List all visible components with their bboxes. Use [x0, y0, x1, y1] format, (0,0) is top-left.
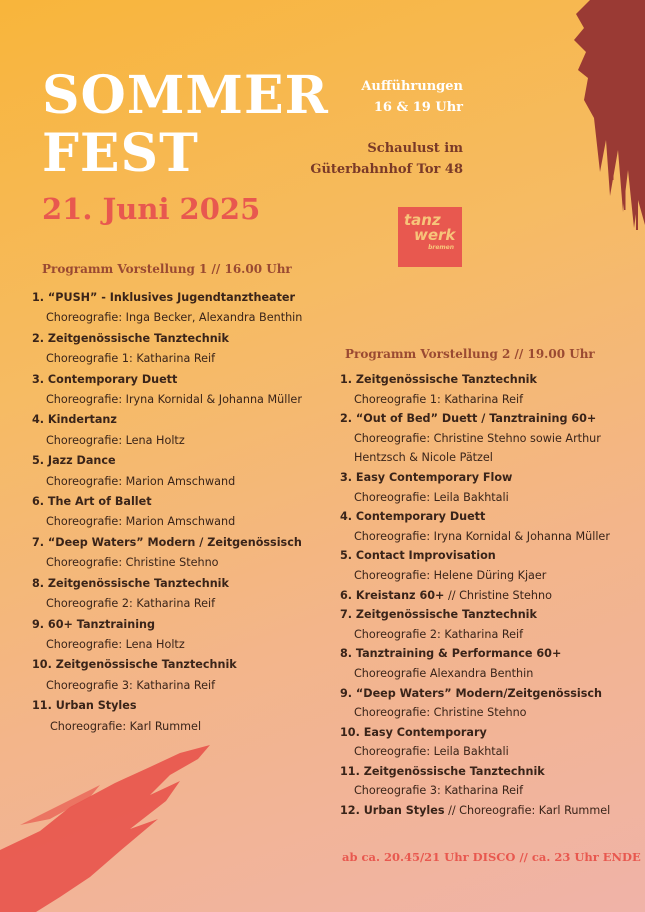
program2-item-title: [340, 507, 610, 527]
program1-item-choreography: Choreografie 3: Katharina Reif: [46, 678, 216, 692]
program1-item-title-text: 7. “Deep Waters” Modern / Zeitgenössisch: [32, 535, 302, 549]
tanzwerk-logo: [398, 207, 462, 267]
program2-item-title-text: 12. Urban Styles: [340, 804, 445, 818]
event-date: 21. Juni 2025: [42, 192, 261, 226]
venue-line2: Güterbahnhof Tor 48: [310, 162, 463, 177]
program2-item-title-text: 3. Easy Contemporary Flow: [340, 470, 513, 484]
program2-list: [340, 370, 610, 821]
program2-item-title-text: 2. “Out of Bed” Duett / Tanztraining 60+: [340, 412, 597, 426]
program2-item-choreography: Choreografie: Leila Bakhtali: [354, 490, 509, 504]
program2-item-title-text: 9. “Deep Waters” Modern/Zeitgenössisch: [340, 686, 603, 700]
program1-item-title: [32, 329, 302, 349]
program2-item-suffix: // Christine Stehno: [444, 588, 552, 602]
program2-item-title: [340, 468, 610, 488]
program1-item-title-text: 8. Zeitgenössische Tanztechnik: [32, 576, 229, 590]
program1-item-choreography: Choreografie 1: Katharina Reif: [46, 352, 216, 366]
program2-item-title: [340, 684, 610, 704]
program1-item-choreography: Choreografie: Iryna Kornidal & Johanna Müller: [46, 393, 302, 407]
program2-item-choreography: Choreografie: Helene Düring Kjaer: [354, 568, 547, 582]
program1-item-choreography: Choreografie: Karl Rummel: [50, 719, 202, 733]
program1-item-choreography: Choreografie: Marion Amschwand: [46, 474, 236, 488]
program2-item-title: [340, 762, 610, 782]
program1-item-choreography: Choreografie: Christine Stehno: [46, 556, 219, 570]
program2-item-title: [340, 723, 610, 743]
program1-item-title: [32, 574, 302, 594]
program1-item-title-text: 4. Kindertanz: [32, 413, 117, 427]
program1-item-title: [32, 492, 302, 512]
program1-item-title-text: 10. Zeitgenössische Tanztechnik: [32, 658, 237, 672]
program2-item-title: [340, 605, 610, 625]
brush-stroke-top-right-icon: [560, 0, 645, 230]
program2-item-suffix: // Choreografie: Karl Rummel: [444, 804, 611, 818]
program2-item-choreography: Choreografie: Leila Bakhtali: [354, 745, 509, 759]
program1-heading: Programm Vorstellung 1 // 16.00 Uhr: [42, 262, 292, 276]
program2-item-title: [340, 370, 610, 390]
program2-item-title: [340, 644, 610, 664]
program1-item-title: [32, 410, 302, 430]
logo-line3: bremen: [428, 244, 454, 251]
program1-item-title-text: 9. 60+ Tanztraining: [32, 617, 156, 631]
program2-item-title-text: 7. Zeitgenössische Tanztechnik: [340, 608, 537, 622]
program2-item-title-text: 4. Contemporary Duett: [340, 510, 486, 524]
program1-item-choreography: Choreografie 2: Katharina Reif: [46, 597, 216, 611]
program2-item-title-text: 10. Easy Contemporary: [340, 725, 487, 739]
program2-item-choreography: Choreografie 3: Katharina Reif: [354, 784, 524, 798]
program2-item-title-text: 6. Kreistanz 60+: [340, 588, 445, 602]
program2-heading: Programm Vorstellung 2 // 19.00 Uhr: [345, 347, 595, 361]
program2-item-choreography: Choreografie 1: Katharina Reif: [354, 392, 524, 406]
title-line1: SOMMER: [42, 65, 329, 126]
performances-line1: Aufführungen: [361, 79, 463, 94]
program1-item-title-text: 1. “PUSH” - Inklusives Jugendtanztheater: [32, 291, 296, 304]
program2-item-choreography: Choreografie: Christine Stehno: [354, 706, 527, 720]
footer-schedule: ab ca. 20.45/21 Uhr DISCO // ca. 23 Uhr ENDE: [342, 850, 641, 864]
program1-item-title: [32, 655, 302, 675]
program2-item-title-text: 1. Zeitgenössische Tanztechnik: [340, 373, 537, 386]
program1-item-title: [32, 615, 302, 635]
program2-item-title: [340, 801, 610, 821]
program1-item-title-text: 11. Urban Styles: [32, 699, 137, 713]
venue-line1: Schaulust im: [367, 141, 463, 156]
program1-item-title: [32, 533, 302, 553]
program2-item-choreography: Choreografie Alexandra Benthin: [354, 666, 534, 680]
program2-item-choreography: Hentzsch & Nicole Pätzel: [354, 451, 493, 465]
program2-item-title: [340, 546, 610, 566]
logo-line2: werk: [414, 226, 456, 244]
venue: [310, 138, 463, 180]
title-line2: FEST: [42, 123, 199, 184]
program2-item-title-text: 8. Tanztraining & Performance 60+: [340, 647, 562, 661]
program2-item-title: [340, 586, 610, 606]
program1-item-choreography: Choreografie: Lena Holtz: [46, 637, 185, 651]
performance-times: [361, 76, 463, 118]
program1-item-choreography: Choreografie: Lena Holtz: [46, 433, 185, 447]
program1-item-title-text: 2. Zeitgenössische Tanztechnik: [32, 331, 229, 345]
program1-item-title: [32, 451, 302, 471]
program1-item-title: [32, 370, 302, 390]
program1-item-choreography: Choreografie: Inga Becker, Alexandra Benthin: [46, 311, 303, 325]
program1-item-title-text: 5. Jazz Dance: [32, 454, 116, 468]
program1-item-title-text: 3. Contemporary Duett: [32, 372, 178, 386]
brush-stroke-bottom-left-icon: [0, 745, 220, 912]
program1-item-title: [32, 288, 302, 308]
program1-item-choreography: Choreografie: Marion Amschwand: [46, 515, 236, 529]
program2-item-choreography: Choreografie: Christine Stehno sowie Arthur: [354, 431, 601, 445]
program2-item-title: [340, 409, 610, 429]
program1-list: [32, 288, 302, 737]
program2-item-title-text: 11. Zeitgenössische Tanztechnik: [340, 764, 545, 778]
program1-item-title-text: 6. The Art of Ballet: [32, 495, 152, 509]
program2-item-choreography: Choreografie: Iryna Kornidal & Johanna Müller: [354, 529, 610, 543]
logo-line1: tanz: [404, 211, 441, 229]
program2-item-choreography: Choreografie 2: Katharina Reif: [354, 627, 524, 641]
performances-line2: 16 & 19 Uhr: [373, 100, 463, 115]
program2-item-title-text: 5. Contact Improvisation: [340, 549, 496, 563]
program1-item-title: [32, 696, 302, 716]
